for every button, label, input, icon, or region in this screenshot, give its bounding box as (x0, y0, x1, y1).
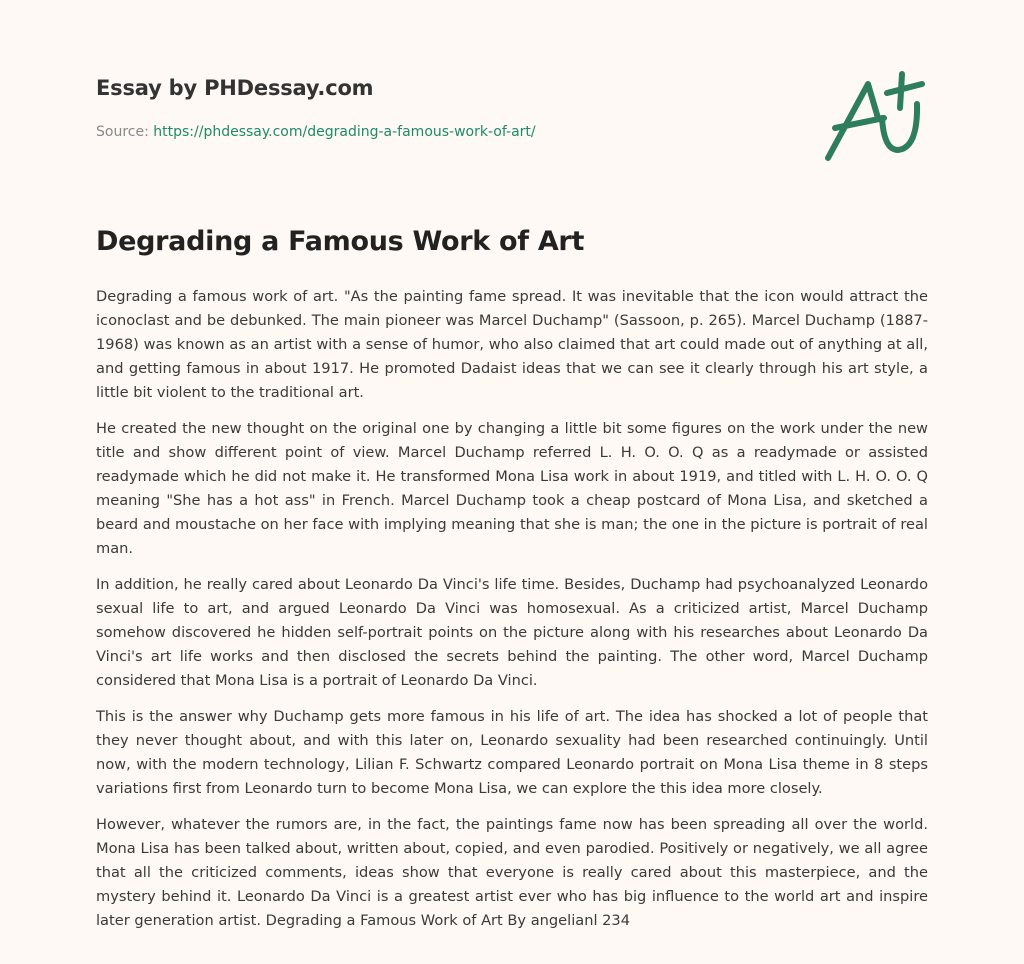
source-label: Source: (96, 124, 149, 140)
source-line (96, 124, 536, 140)
paragraph: However, whatever the rumors are, in the fact, the paintings fame now has been spreading all over the world. Mona Lisa has been talked about, written about, copied, and even parodied. Positively or negatively, we all agree that all the criticized comments, ideas show that everyone is really cared about this masterpiece, and the mystery behind it. Leonardo Da Vinci is a greatest artist ever who has big influence to the world art and inspire later generation artist. Degrading a Famous Work of Art By angelianl 234 (96, 816, 928, 929)
essay-title: Degrading a Famous Work of Art (96, 226, 585, 257)
paragraph: He created the new thought on the original one by changing a little bit some figures on the work under the new title and show different point of view. Marcel Duchamp referred L. H. O. O. Q as a readymade or assisted readymade which he did not make it. He transformed Mona Lisa work in about 1919, and titled with L. H. O. O. Q meaning "She has a hot ass" in French. Marcel Duchamp took a cheap postcard of Mona Lisa, and sketched a beard and moustache on her face with implying meaning that she is man; the one in the picture is portrait of real man. (96, 420, 928, 557)
brand-title: Essay by PHDessay.com (96, 76, 374, 100)
header (96, 76, 373, 100)
paragraph: In addition, he really cared about Leonardo Da Vinci's life time. Besides, Duchamp had psychoanalyzed Leonardo sexual life to art, and argued Leonardo Da Vinci was homosexual. As a criticized artist, Marcel Duchamp somehow discovered he hidden self-portrait points on the picture along with his researches about Leonardo Da Vinci's art life works and then disclosed the secrets behind the painting. The other word, Marcel Duchamp considered that Mona Lisa is a portrait of Leonardo Da Vinci. (96, 576, 928, 689)
paragraph: Degrading a famous work of art. "As the painting fame spread. It was inevitable that the icon would attract the iconoclast and be debunked. The main pioneer was Marcel Duchamp" (Sassoon, p. 265). Marcel Duchamp (1887-1968) was known as an artist with a sense of humor, who also claimed that art could made out of anything at all, and getting famous in about 1917. He promoted Dadaist ideas that we can see it clearly through his art style, a little bit violent to the traditional art. (96, 288, 928, 401)
paragraph: This is the answer why Duchamp gets more famous in his life of art. The idea has shocked a lot of people that they never thought about, and with this later on, Leonardo sexuality had been researched continuingly. Until now, with the modern technology, Lilian F. Schwartz compared Leonardo portrait on Mona Lisa theme in 8 steps variations first from Leonardo turn to become Mona Lisa, we can explore the this idea more closely. (96, 708, 928, 797)
source-link[interactable]: https://phdessay.com/degrading-a-famous-work-of-art/ (153, 124, 536, 140)
a-plus-logo-icon (800, 55, 940, 179)
essay-body (96, 285, 928, 945)
